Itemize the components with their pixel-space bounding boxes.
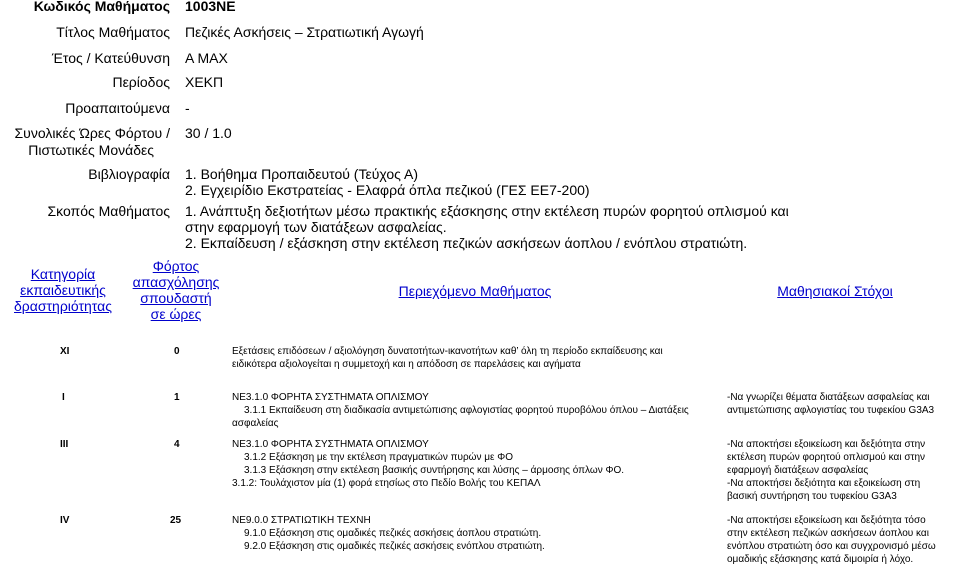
header-category — [8, 266, 118, 314]
title-value: Πεζικές Ασκήσεις – Στρατιωτική Αγωγή — [185, 24, 424, 40]
row-i-category: Ι — [62, 392, 65, 403]
period-label: Περίοδος — [112, 74, 170, 90]
row-iii-content-2: 3.1.2 Εξάσκηση με την εκτέλεση πραγματικών πυρών με ΦΟ — [244, 452, 513, 463]
row-iv-content-1: ΝΕ9.0.0 ΣΤΡΑΤΙΩΤΙΚΗ ΤΕΧΝΗ — [232, 515, 371, 526]
prereq-label: Προαπαιτούμενα — [65, 100, 170, 116]
row-i-content-3: ασφαλείας — [232, 418, 279, 429]
code-value: 1003NE — [185, 0, 236, 14]
aim-line-1: 1. Ανάπτυξη δεξιοτήτων μέσω πρακτικής εξάσκησης στην εκτέλεση πυρών φορητού οπλισμού και — [185, 203, 789, 219]
biblio-line-2: 2. Εγχειρίδιο Εκστρατείας - Ελαφρά όπλα πεζικού (ΓΕΣ ΕΕ7-200) — [185, 182, 590, 198]
row-iv-content-3: 9.2.0 Εξάσκηση στις ομαδικές πεζικές ασκήσεις ενόπλου στρατιώτη. — [244, 541, 545, 552]
row-xi-category: ΧΙ — [60, 346, 70, 357]
row-i-goal-2: αντιμετώπισης αφλογιστίας του τυφεκίου G3A3 — [727, 405, 935, 416]
title-label: Τίτλος Μαθήματος — [56, 24, 170, 40]
row-xi-content-2: ειδικότερα αξιολογείται η συμμετοχή και η απόδοση σε παρελάσεις και αγήματα — [232, 359, 581, 370]
header-goals: Μαθησιακοί Στόχοι — [777, 283, 893, 299]
row-i-content-2: 3.1.1 Εκπαίδευση στη διαδικασία αντιμετώπισης αφλογιστίας φορητού πυροβόλου όπλου – Διατάξεις — [244, 405, 689, 416]
year-value: Α ΜΑΧ — [185, 50, 228, 66]
header-category-line-2: εκπαιδευτικής — [20, 282, 106, 298]
row-iii-content-3: 3.1.3 Εξάσκηση στην εκτέλεση βασικής συντήρησης και λύσης – άρμοσης όπλων ΦΟ. — [244, 465, 625, 476]
row-iii-content-4: 3.1.2: Τουλάχιστον μία (1) φορά ετησίως στο Πεδίο Βολής του ΚΕΠΑΛ — [232, 478, 541, 489]
row-iv-goal-2: στην εκτέλεση πεζικών ασκήσεων άοπλου και — [727, 528, 929, 539]
row-iii-category: ΙΙΙ — [60, 439, 69, 450]
header-load-line-4: σε ώρες — [150, 306, 202, 322]
hours-label-1: Συνολικές Ώρες Φόρτου / — [14, 125, 170, 141]
row-iv-goal-4: ομαδικής εξάσκησης κατά διμοιρία ή λόχο. — [727, 554, 914, 565]
aim-line-3: 2. Εκπαίδευση / εξάσκηση στην εκτέλεση πεζικών ασκήσεων άοπλου / ενόπλου στρατιώτη. — [185, 235, 748, 251]
year-label: Έτος / Κατεύθυνση — [51, 50, 170, 66]
header-category-line-3: δραστηριότητας — [14, 298, 112, 314]
aim-label: Σκοπός Μαθήματος — [47, 203, 170, 219]
header-category-line-1: Κατηγορία — [30, 266, 96, 282]
row-iii-goal-3: εφαρμογή διατάξεων ασφαλείας — [727, 465, 869, 476]
row-i-hours: 1 — [174, 392, 180, 403]
row-iii-hours: 4 — [174, 439, 180, 450]
row-iv-category: ΙV — [60, 515, 70, 526]
row-iv-goal-1: -Να αποκτήσει εξοικείωση και δεξιότητα τόσο — [727, 515, 926, 526]
row-iv-content-2: 9.1.0 Εξάσκηση στις ομαδικές πεζικές ασκήσεις άοπλου στρατιώτη. — [244, 528, 542, 539]
header-load — [120, 258, 232, 322]
row-iii-goal-4: -Να αποκτήσει δεξιότητα και εξοικείωση στη — [727, 478, 921, 489]
row-i-content-1: ΝΕ3.1.0 ΦΟΡΗΤΑ ΣΥΣΤΗΜΑΤΑ ΟΠΛΙΣΜΟΥ — [232, 392, 429, 403]
row-iii-content-1: ΝΕ3.1.0 ΦΟΡΗΤΑ ΣΥΣΤΗΜΑΤΑ ΟΠΛΙΣΜΟΥ — [232, 439, 429, 450]
header-load-line-2: απασχόλησης — [132, 274, 220, 290]
prereq-value: - — [185, 100, 190, 116]
code-label: Κωδικός Μαθήματος — [33, 0, 170, 14]
row-xi-content-1: Εξετάσεις επιδόσεων / αξιολόγηση δυνατοτήτων-ικανοτήτων καθ’ όλη τη περίοδο εκπαίδευσης και — [232, 346, 663, 357]
row-xi-hours: 0 — [174, 346, 180, 357]
aim-line-2: στην εφαρμογή των διατάξεων ασφαλείας. — [185, 219, 447, 235]
biblio-label: Βιβλιογραφία — [88, 166, 170, 182]
biblio-line-1: 1. Βοήθημα Προπαιδευτού (Τεύχος Α) — [185, 166, 418, 182]
row-iv-hours: 25 — [170, 515, 182, 526]
row-iii-goal-2: εκτέλεση πυρών φορητού οπλισμού και στην — [727, 452, 926, 463]
header-load-line-3: σπουδαστή — [140, 290, 212, 306]
hours-label-2: Πιστωτικές Μονάδες — [28, 142, 154, 158]
row-iii-goal-5: βασική συντήρηση του τυφεκίου G3A3 — [727, 491, 897, 502]
period-value: ΧΕΚΠ — [185, 74, 224, 90]
row-iv-goal-3: ενόπλου στρατιώτη όσο και συγχρονισμό μέσω — [727, 541, 936, 552]
row-iii-goal-1: -Να αποκτήσει εξοικείωση και δεξιότητα στην — [727, 439, 926, 450]
hours-value: 30 / 1.0 — [185, 125, 232, 141]
header-content: Περιεχόμενο Μαθήματος — [398, 283, 552, 299]
row-i-goal-1: -Να γνωρίζει θέματα διατάξεων ασφαλείας και — [727, 392, 930, 403]
header-load-line-1: Φόρτος — [152, 258, 200, 274]
